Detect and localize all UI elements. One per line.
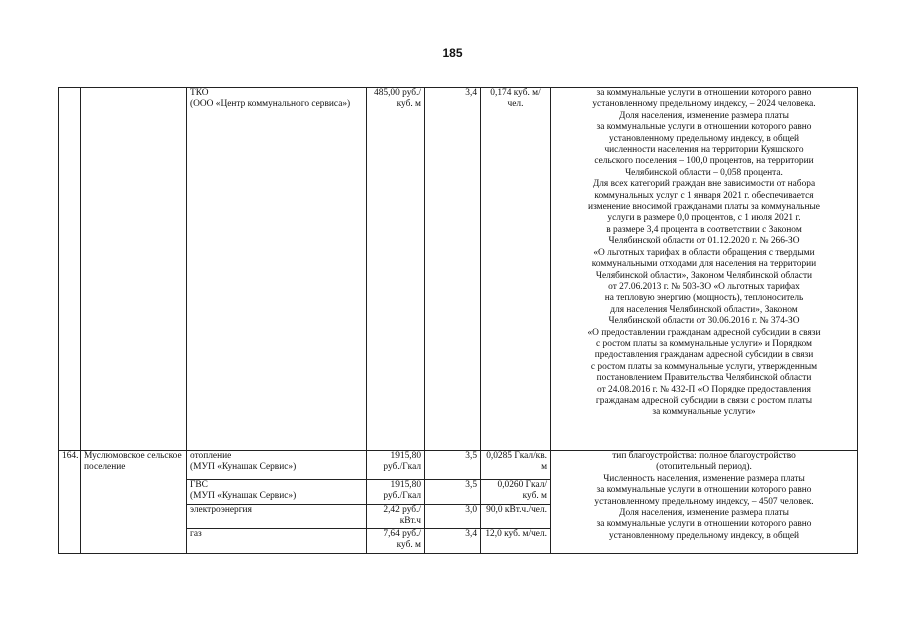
note-line: сельского поселения – 100,0 процентов, на территории — [594, 156, 814, 167]
service-cell — [187, 528, 367, 553]
tariff-cell: 7,64 руб./куб. м — [367, 528, 425, 553]
note-line: установленному предельному индексу, в общей — [608, 133, 800, 144]
note-line: Челябинской области от 01.12.2020 г. № 266-ЗО — [608, 236, 800, 247]
settlement-cell — [81, 88, 187, 451]
service-cell — [187, 88, 367, 451]
service-cell — [187, 480, 367, 505]
number-cell — [59, 88, 81, 451]
settlement-name: Муслюмовское сельское поселение — [81, 451, 187, 554]
note-line: (отопительный период). — [656, 462, 752, 473]
index-cell: 3,5 — [425, 451, 481, 480]
note-line: Численность населения, изменение размера платы — [603, 473, 805, 484]
note-line: установленному предельному индексу, – 2024 человека. — [592, 99, 816, 110]
note-line: гражданам адресной субсидии в связи с ростом платы — [595, 395, 813, 406]
index-cell: 3,4 — [425, 528, 481, 553]
entry-number: 164. — [59, 451, 81, 554]
note-line: за коммунальные услуги» — [652, 407, 756, 418]
volume-cell: 12,0 куб. м/чел. — [481, 528, 551, 553]
note-line: за коммунальные услуги в отношении которого равно — [596, 122, 812, 133]
volume-cell: 0,0285 Гкал/кв. м — [481, 451, 551, 480]
note-line: «О предоставлении гражданам адресной субсидии в связи — [587, 327, 821, 338]
service-name: ГВС — [190, 480, 208, 490]
note-line: за коммунальные услуги в отношении которого равно — [596, 88, 812, 98]
note-line: постановлением Правительства Челябинской области — [596, 373, 812, 384]
table-row-heating — [59, 451, 858, 480]
note-line: с ростом платы за коммунальные услуги» и Порядком — [596, 338, 812, 349]
index-cell: 3,0 — [425, 505, 481, 529]
page-number: 185 — [442, 46, 463, 60]
note-line: с ростом платы за коммунальные услуги, утвержденным — [590, 361, 818, 372]
service-cell — [187, 505, 367, 529]
note-line: коммунальными отходами для населения на территории — [591, 259, 817, 270]
note-line: в размере 3,4 процента в соответствии с Законом — [606, 224, 802, 235]
note-line: установленному предельному индексу, – 4507 человек. — [594, 496, 814, 507]
notes-cell — [551, 88, 858, 451]
service-name: электроэнергия — [190, 505, 252, 515]
note-line: установленному предельному индексу, в общей — [608, 530, 800, 541]
note-line: на тепловую энергию (мощность), теплоноситель — [604, 293, 804, 304]
note-line: тип благоустройства: полное благоустройство — [612, 451, 796, 461]
service-provider: (МУП «Кунашак Сервис») — [190, 491, 297, 502]
note-line: изменение вносимой гражданами платы за коммунальные — [588, 202, 820, 213]
note-line: Челябинской области», Законом Челябинской области — [595, 270, 813, 281]
note-line: от 24.08.2016 г. № 432-П «О Порядке предоставления — [597, 384, 811, 395]
note-line: Доля населения, изменение размера платы — [619, 110, 789, 121]
tariff-cell: 1915,80 руб./Гкал — [367, 451, 425, 480]
service-name: ТКО — [190, 88, 209, 98]
note-line: численности населения на территории Куяшского — [604, 145, 804, 156]
note-line: коммунальных услуг с 1 января 2021 г. обеспечивается — [594, 190, 814, 201]
note-line: от 27.06.2013 г. № 503-ЗО «О льготных тарифах — [608, 281, 800, 292]
note-line: услуги в размере 0,0 процентов, с 1 июля 2021 г. — [607, 213, 801, 224]
tariff-cell: 2,42 руб./кВт.ч — [367, 505, 425, 529]
note-line: за коммунальные услуги в отношении которого равно — [596, 485, 812, 496]
note-line: для населения Челябинской области», Законом — [610, 304, 798, 315]
index-cell: 3,4 — [425, 88, 481, 451]
volume-cell: 90,0 кВт.ч./чел. — [481, 505, 551, 529]
index-cell: 3,5 — [425, 480, 481, 505]
note-line: предоставления гражданам адресной субсидии в связи — [594, 350, 814, 361]
service-name: отопление — [190, 451, 232, 461]
note-line: Челябинской области – 0,058 процента. — [625, 167, 783, 178]
tariff-cell: 485,00 руб./куб. м — [367, 88, 425, 451]
service-name: газ — [190, 528, 202, 539]
note-line: Челябинской области от 30.06.2016 г. № 374-ЗО — [608, 316, 800, 327]
service-provider: (ООО «Центр коммунального сервиса») — [190, 99, 351, 110]
volume-cell: 0,174 куб. м/чел. — [481, 88, 551, 451]
volume-cell: 0,0260 Гкал/куб. м — [481, 480, 551, 505]
note-line: Доля населения, изменение размера платы — [619, 508, 789, 519]
note-line: Для всех категорий граждан вне зависимости от набора — [592, 179, 816, 190]
notes-cell — [551, 451, 858, 554]
tariff-table — [58, 87, 858, 554]
note-line: за коммунальные услуги в отношении которого равно — [596, 519, 812, 530]
tariff-cell: 1915,80 руб./Гкал — [367, 480, 425, 505]
service-cell — [187, 451, 367, 480]
table-row-tko — [59, 88, 858, 451]
service-provider: (МУП «Кунашак Сервис») — [190, 462, 297, 473]
note-line: «О льготных тарифах в области обращения с твердыми — [593, 247, 815, 258]
